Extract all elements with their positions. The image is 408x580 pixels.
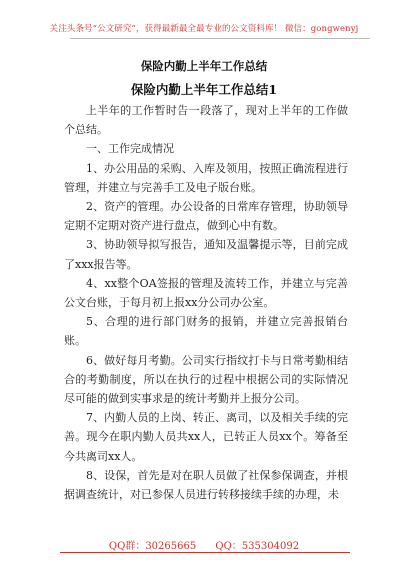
header-banner: 关注头条号“公文研究”，获得最新最全最专业的公文资料库！ 微信：gongwenyj	[49, 24, 359, 34]
paragraph: 3、协助领导拟写报告，通知及温馨提示等，目前完成了xxx报告等。	[64, 238, 348, 271]
footer-qq-group: QQ群：30265665	[108, 541, 197, 552]
footer-contact	[0, 537, 408, 552]
section-heading: 一、工作完成情况	[86, 142, 174, 156]
paragraph: 5、合理的进行部门财务的报销，并建立完善报销台账。	[64, 315, 348, 348]
document-body	[64, 101, 348, 504]
footer-qq: QQ：535304092	[215, 541, 300, 552]
paragraph: 7、内勤人员的上岗、转正、离司，以及相关手续的完善。现今在职内勤人员共xx人，已转正人员xx个。筹备至今共离司xx人。	[64, 411, 348, 463]
document-subtitle: 保险内勤上半年工作总结1	[130, 82, 278, 97]
paragraph: 上半年的工作暂时告一段落了，现对上半年的工作做个总结。	[64, 104, 348, 137]
paragraph: 6、做好每月考勤。公司实行指纹打卡与日常考勤相结合的考勤制度，所以在执行的过程中根据公司的实际情况尽可能的做到实事求是的统计考勤并上报分公司。	[64, 353, 348, 406]
paragraph: 2、资产的管理。办公设备的日常库存管理，协助领导定期不定期对资产进行盘点，做到心中有数。	[64, 200, 348, 233]
paragraph: 8、设保，首先是对在职人员做了社保参保调查，并根据调查统计，对已参保人员进行转移接续手续的办理，未	[64, 468, 348, 502]
paragraph: 1、办公用品的采购、入库及领用，按照正确流程进行管理，并建立与完善手工及电子版台账。	[64, 161, 348, 194]
footer-divider	[60, 552, 350, 553]
document-title: 保险内勤上半年工作总结	[140, 59, 268, 73]
paragraph: 4、xx整个OA签报的管理及流转工作，并建立与完善公文台账，于每月初上报xx分公司办公室。	[64, 276, 348, 310]
header-divider	[70, 38, 370, 39]
